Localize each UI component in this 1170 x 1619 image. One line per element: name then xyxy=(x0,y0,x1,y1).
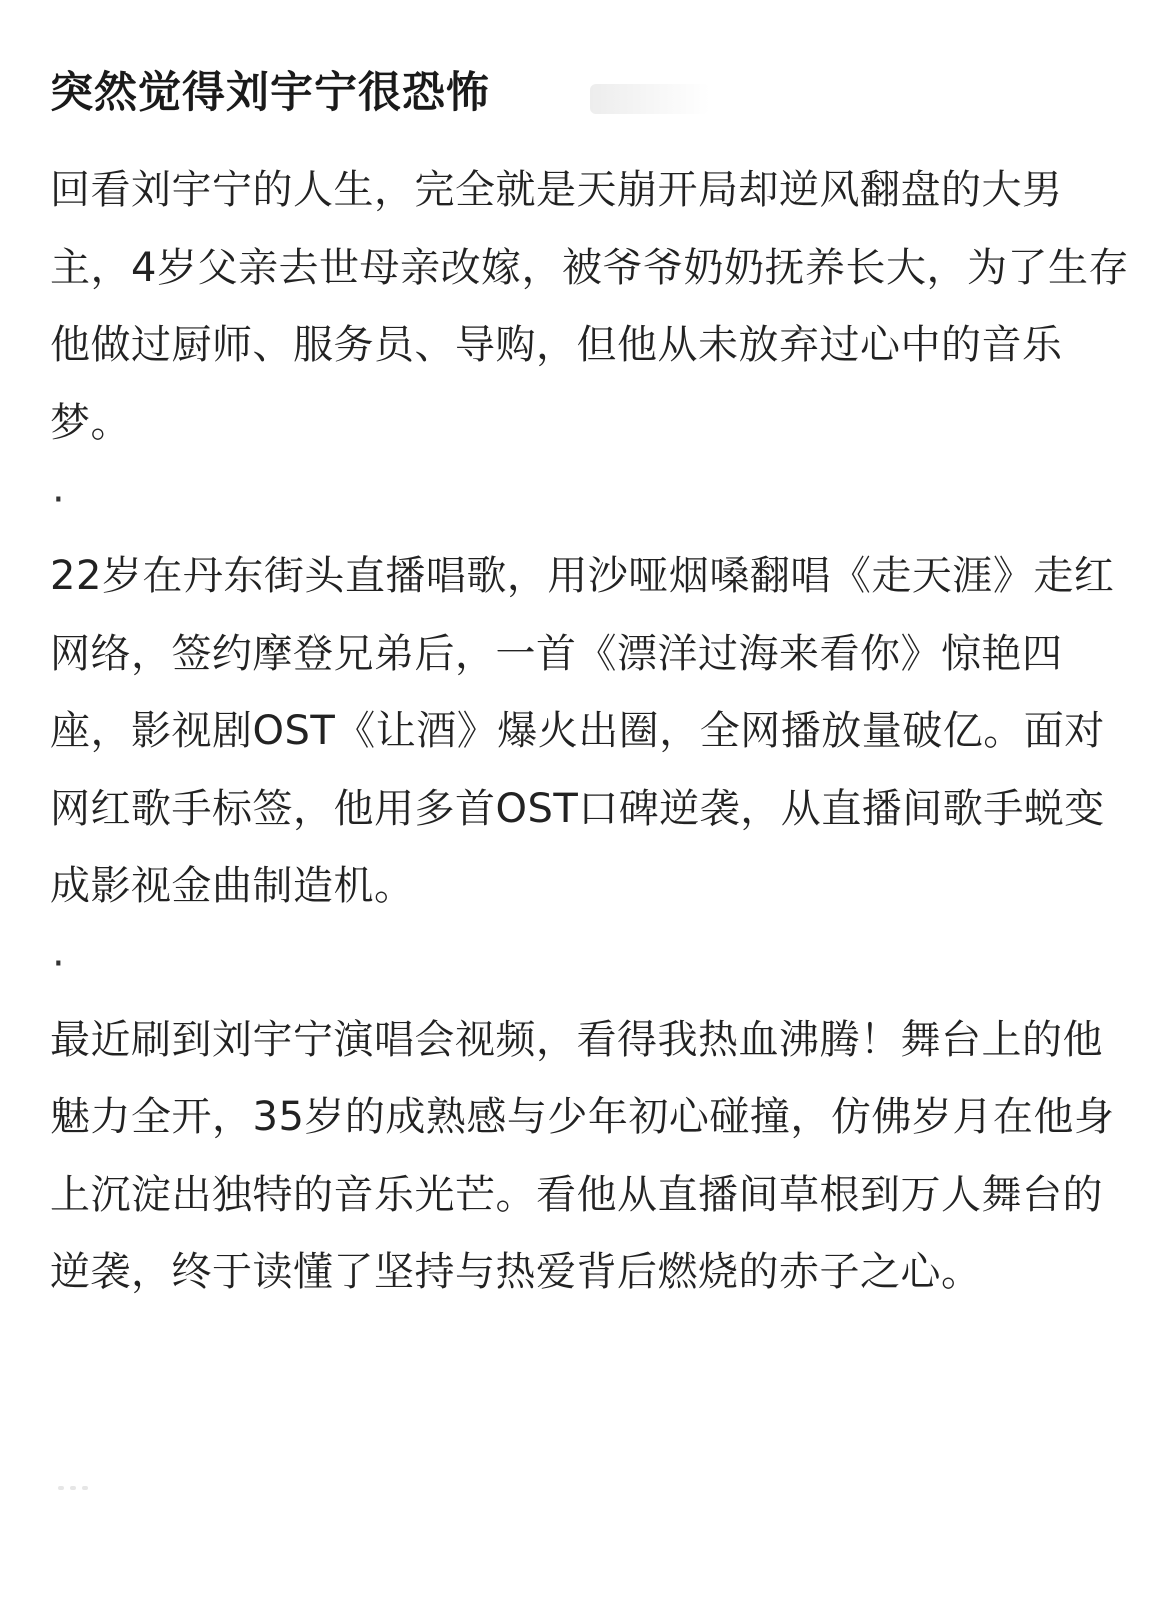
faint-mark xyxy=(58,1486,64,1490)
separator-dot: · xyxy=(52,940,65,987)
post-title: 突然觉得刘宇宁很恐怖 xyxy=(50,68,490,118)
paragraph-3: 最近刷到刘宇宁演唱会视频，看得我热血沸腾！舞台上的他魅力全开，35岁的成熟感与少年初心碰撞，仿佛岁月在他身上沉淀出独特的音乐光芒。看他从直播间草根到万人舞台的逆袭，终于读懂了坚持与热爱背后燃烧的赤子之心。 xyxy=(50,1016,1115,1295)
post-header xyxy=(50,58,1130,140)
title-overflow-fade xyxy=(590,84,710,114)
faint-mark xyxy=(82,1486,88,1490)
paragraph-1: 回看刘宇宁的人生，完全就是天崩开局却逆风翻盘的大男主，4岁父亲去世母亲改嫁，被爷爷奶奶抚养长大，为了生存他做过厨师、服务员、导购，但他从未放弃过心中的音乐梦。 xyxy=(50,167,1129,446)
faint-mark xyxy=(70,1486,76,1490)
post-body xyxy=(50,152,1130,1312)
faint-bottom-marks xyxy=(58,1486,98,1492)
separator-dot: · xyxy=(52,477,65,523)
post-content xyxy=(50,58,1130,1312)
paragraph-2: 22岁在丹东街头直播唱歌，用沙哑烟嗓翻唱《走天涯》走红网络，签约摩登兄弟后，一首《漂洋过海来看你》惊艳四座，影视剧OST《让酒》爆火出圈，全网播放量破亿。面对网红歌手标签，他用多首OST口碑逆袭，从直播间歌手蜕变成影视金曲制造机。 xyxy=(50,553,1115,909)
